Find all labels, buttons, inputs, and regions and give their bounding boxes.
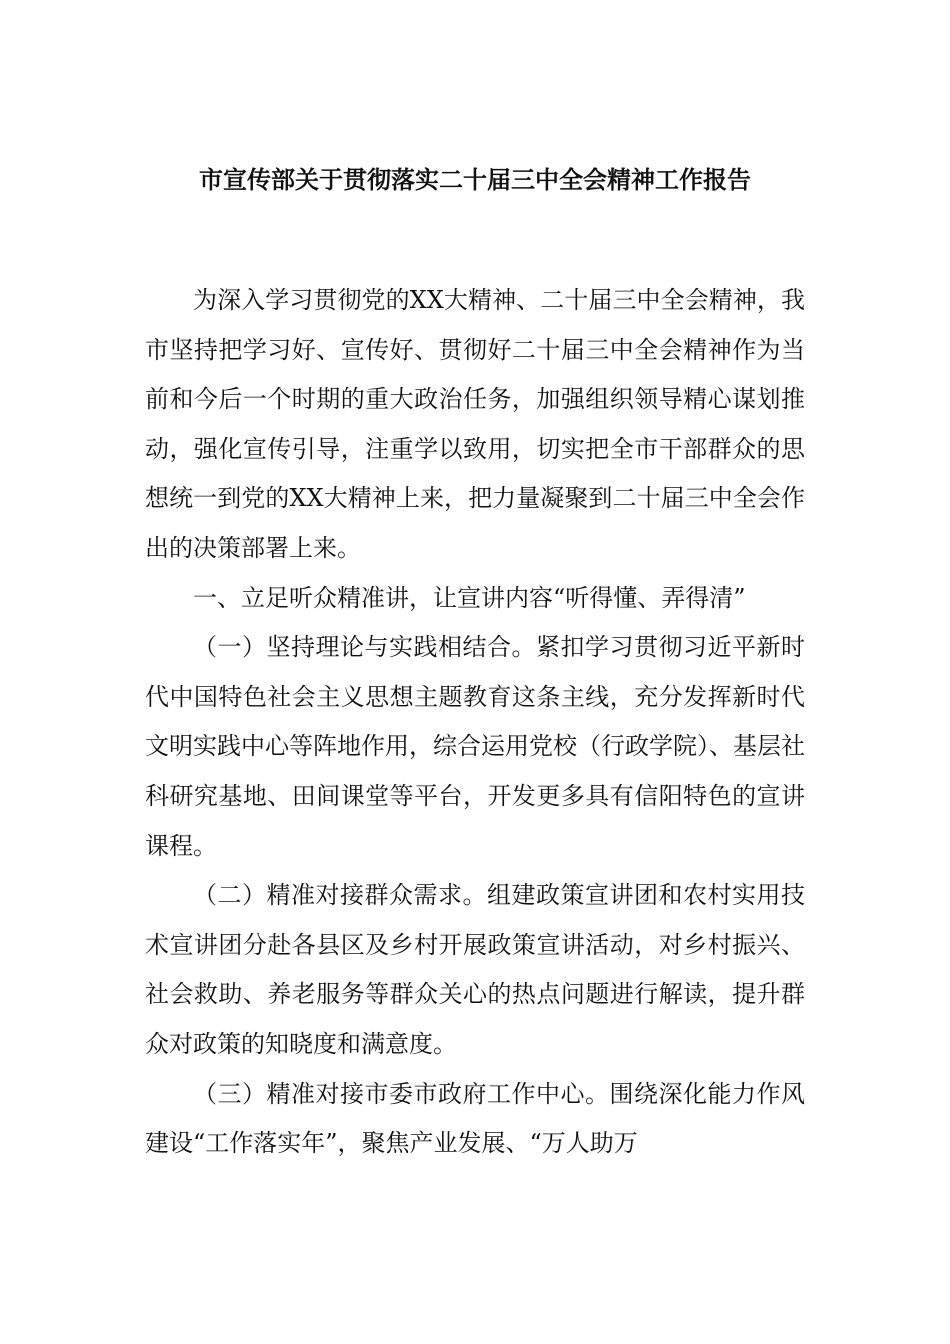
subsection-paragraph-3: （三）精准对接市委市政府工作中心。围绕深化能力作风建设“工作落实年”，聚焦产业发展、“万人助万: [145, 1079, 805, 1158]
section-heading-1: 一、立足听众精准讲，让宣讲内容“听得懂、弄得清”: [193, 583, 746, 612]
intro-paragraph: 为深入学习贯彻党的XX大精神、二十届三中全会精神，我市坚持把学习好、宣传好、贯彻好二十届三中全会精神作为当前和今后一个时期的重大政治任务，加强组织领导精心谋划推动，强化宣传引导，注重学以致用，切实把全市干部群众的思想统一到党的XX大精神上来，把力量凝聚到二十届三中全会作出的决策部署上来。: [145, 286, 805, 562]
document-body: [145, 276, 805, 1169]
subsection-paragraph-1: （一）坚持理论与实践相结合。紧扣学习贯彻习近平新时代中国特色社会主义思想主题教育这条主线，充分发挥新时代文明实践中心等阵地作用，综合运用党校（行政学院）、基层社科研究基地、田间课堂等平台，开发更多具有信阳特色的宣讲课程。: [145, 633, 805, 860]
subsection-paragraph-2: （二）精准对接群众需求。组建政策宣讲团和农村实用技术宣讲团分赴各县区及乡村开展政策宣讲活动，对乡村振兴、社会救助、养老服务等群众关心的热点问题进行解读，提升群众对政策的知晓度和满意度。: [145, 881, 805, 1058]
document-title: 市宣传部关于贯彻落实二十届三中全会精神工作报告: [199, 165, 751, 194]
